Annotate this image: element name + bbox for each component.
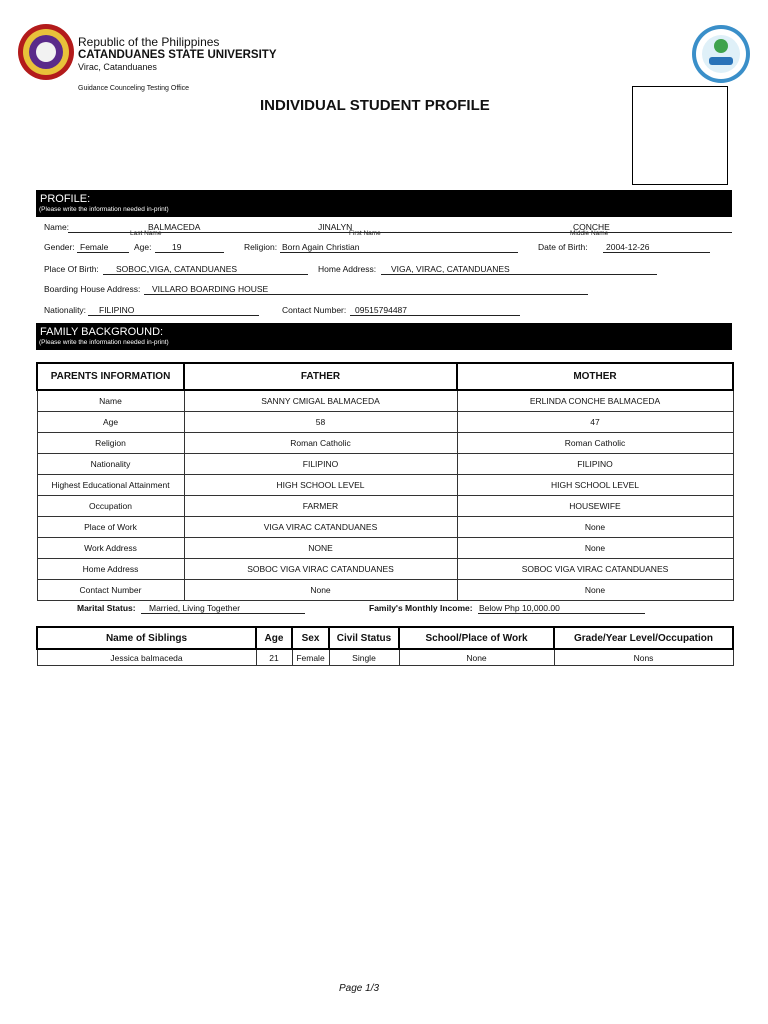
row-label: Highest Educational Attainment	[37, 475, 184, 496]
mother-cell[interactable]: HOUSEWIFE	[457, 496, 733, 517]
mother-cell[interactable]: HIGH SCHOOL LEVEL	[457, 475, 733, 496]
home-address-field[interactable]: VIGA, VIRAC, CATANDUANES	[391, 264, 510, 274]
sibling-civil-status-cell[interactable]: Single	[329, 649, 399, 666]
father-cell[interactable]: Roman Catholic	[184, 433, 457, 454]
page-number: Page 1/3	[339, 983, 380, 994]
contact-number-field[interactable]: 09515794487	[355, 305, 408, 315]
first-name-field[interactable]: JINALYN	[318, 222, 353, 232]
siblings-table	[36, 626, 734, 666]
middle-name-field[interactable]: CONCHE	[573, 222, 610, 232]
sibling-age-cell[interactable]: 21	[256, 649, 292, 666]
name-label: Name:	[44, 222, 70, 232]
row-label: Nationality	[37, 454, 184, 475]
first-name-caption: First Name	[349, 230, 381, 237]
table-row	[37, 390, 733, 412]
sibling-school-cell[interactable]: None	[399, 649, 554, 666]
table-row	[37, 475, 733, 496]
marital-status-field[interactable]: Married, Living Together	[149, 603, 241, 613]
monthly-income-field[interactable]: Below Php 10,000.00	[479, 603, 560, 613]
row-label: Religion	[37, 433, 184, 454]
mother-cell[interactable]: None	[457, 538, 733, 559]
parents-table	[36, 362, 734, 601]
row-label: Name	[37, 390, 184, 412]
guidance-office-seal-icon	[692, 25, 750, 83]
place-of-birth-field[interactable]: SOBOC,VIGA, CATANDUANES	[116, 264, 238, 274]
boarding-address-label: Boarding House Address:	[44, 284, 141, 294]
republic-text: Republic of the Philippines	[78, 35, 220, 49]
office-name: Guidance Counceling Testing Office	[78, 85, 190, 92]
sibling-name-header: Name of Siblings	[37, 627, 256, 649]
sibling-grade-header: Grade/Year Level/Occupation	[554, 627, 733, 649]
marital-status-label: Marital Status:	[77, 603, 136, 613]
university-seal-icon	[18, 24, 74, 80]
dob-label: Date of Birth:	[538, 242, 588, 252]
monthly-income-label: Family's Monthly Income:	[369, 603, 473, 613]
mother-cell[interactable]: None	[457, 580, 733, 601]
age-label: Age:	[134, 242, 152, 252]
parents-info-header: PARENTS INFORMATION	[37, 363, 184, 390]
father-cell[interactable]: FARMER	[184, 496, 457, 517]
sibling-age-header: Age	[256, 627, 292, 649]
row-label: Place of Work	[37, 517, 184, 538]
religion-field[interactable]: Born Again Christian	[282, 242, 360, 252]
boarding-address-field[interactable]: VILLARO BOARDING HOUSE	[152, 284, 269, 294]
dob-field[interactable]: 2004-12-26	[606, 242, 650, 252]
family-section-note: (Please write the information needed in-print)	[39, 339, 169, 346]
father-cell[interactable]: 58	[184, 412, 457, 433]
father-cell[interactable]: NONE	[184, 538, 457, 559]
last-name-field[interactable]: BALMACEDA	[148, 222, 201, 232]
religion-label: Religion:	[244, 242, 278, 252]
table-row	[37, 649, 733, 666]
table-row	[37, 580, 733, 601]
sibling-name-cell[interactable]: Jessica balmaceda	[37, 649, 256, 666]
sibling-sex-header: Sex	[292, 627, 329, 649]
mother-cell[interactable]: Roman Catholic	[457, 433, 733, 454]
mother-cell[interactable]: ERLINDA CONCHE BALMACEDA	[457, 390, 733, 412]
profile-section-header	[36, 190, 732, 217]
mother-header: MOTHER	[457, 363, 733, 390]
row-label: Occupation	[37, 496, 184, 517]
contact-number-label: Contact Number:	[282, 305, 347, 315]
table-row	[37, 559, 733, 580]
father-cell[interactable]: FILIPINO	[184, 454, 457, 475]
row-label: Contact Number	[37, 580, 184, 601]
row-label: Work Address	[37, 538, 184, 559]
table-row	[37, 433, 733, 454]
sibling-civil-status-header: Civil Status	[329, 627, 399, 649]
table-row	[37, 454, 733, 475]
father-header: FATHER	[184, 363, 457, 390]
gender-field[interactable]: Female	[80, 242, 109, 252]
photo-box[interactable]	[632, 86, 728, 185]
table-row	[37, 496, 733, 517]
row-label: Age	[37, 412, 184, 433]
table-row	[37, 517, 733, 538]
mother-cell[interactable]: None	[457, 517, 733, 538]
table-row	[37, 412, 733, 433]
age-field[interactable]: 19	[172, 242, 182, 252]
profile-section-note: (Please write the information needed in-print)	[39, 206, 169, 213]
nationality-label: Nationality:	[44, 305, 87, 315]
sibling-school-header: School/Place of Work	[399, 627, 554, 649]
sibling-sex-cell[interactable]: Female	[292, 649, 329, 666]
mother-cell[interactable]: SOBOC VIGA VIRAC CATANDUANES	[457, 559, 733, 580]
last-name-caption: Last Name	[130, 230, 162, 237]
profile-section-title: PROFILE:	[40, 193, 91, 205]
mother-cell[interactable]: FILIPINO	[457, 454, 733, 475]
home-address-label: Home Address:	[318, 264, 377, 274]
university-location: Virac, Catanduanes	[78, 62, 157, 72]
father-cell[interactable]: SANNY CMIGAL BALMACEDA	[184, 390, 457, 412]
family-section-header	[36, 323, 732, 350]
table-row	[37, 538, 733, 559]
family-section-title: FAMILY BACKGROUND:	[40, 326, 164, 338]
father-cell[interactable]: HIGH SCHOOL LEVEL	[184, 475, 457, 496]
row-label: Home Address	[37, 559, 184, 580]
place-of-birth-label: Place Of Birth:	[44, 264, 99, 274]
university-name: CATANDUANES STATE UNIVERSITY	[78, 49, 277, 61]
father-cell[interactable]: VIGA VIRAC CATANDUANES	[184, 517, 457, 538]
page-title: INDIVIDUAL STUDENT PROFILE	[260, 97, 490, 114]
mother-cell[interactable]: 47	[457, 412, 733, 433]
gender-label: Gender:	[44, 242, 75, 252]
middle-name-caption: Middle Name	[570, 230, 609, 237]
father-cell[interactable]: SOBOC VIGA VIRAC CATANDUANES	[184, 559, 457, 580]
nationality-field[interactable]: FILIPINO	[99, 305, 135, 315]
sibling-grade-cell[interactable]: Nons	[554, 649, 733, 666]
father-cell[interactable]: None	[184, 580, 457, 601]
